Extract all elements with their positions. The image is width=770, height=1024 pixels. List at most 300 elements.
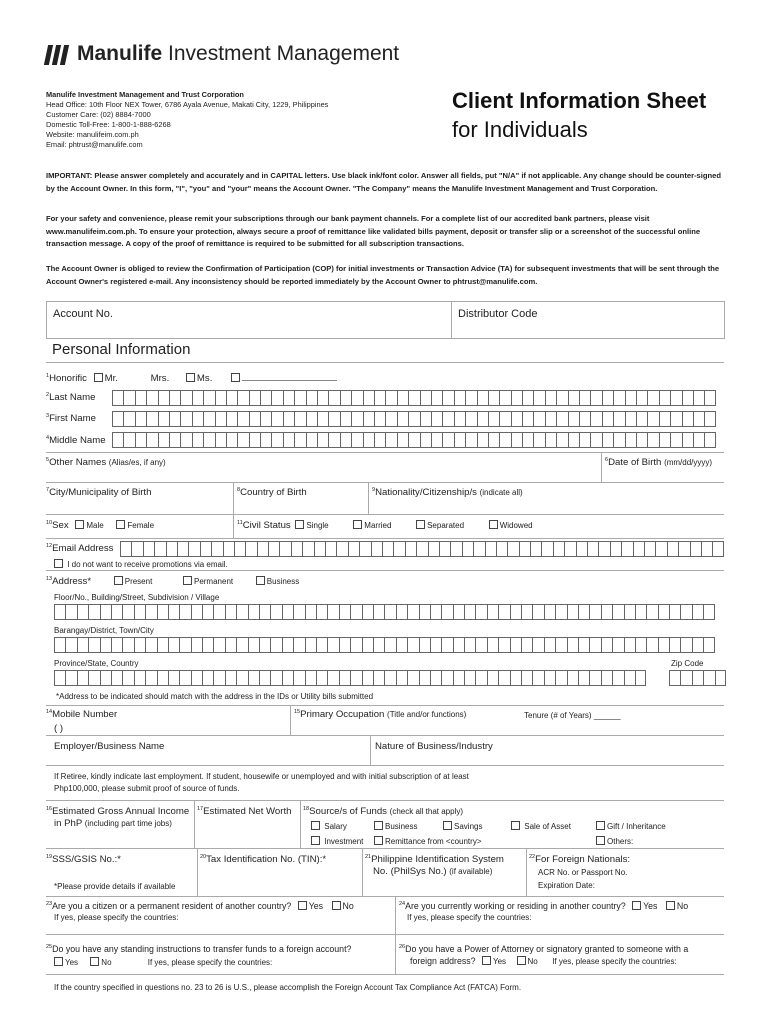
char-cell[interactable] — [382, 541, 393, 557]
char-cell[interactable] — [359, 541, 370, 557]
char-cell[interactable] — [396, 604, 407, 620]
char-cell[interactable] — [624, 670, 635, 686]
char-cell[interactable] — [123, 432, 134, 448]
char-cell[interactable] — [260, 432, 271, 448]
char-cell[interactable] — [234, 541, 245, 557]
char-cell[interactable] — [213, 604, 224, 620]
char-cell[interactable] — [88, 604, 99, 620]
char-cell[interactable] — [157, 604, 168, 620]
distributor-code-field[interactable]: Distributor Code — [458, 308, 538, 320]
char-cell[interactable] — [522, 411, 533, 427]
char-cell[interactable] — [658, 604, 669, 620]
char-cell[interactable] — [692, 637, 703, 653]
country-birth-field[interactable]: Country of Birth — [240, 487, 307, 499]
char-cell[interactable] — [213, 637, 224, 653]
char-cell[interactable] — [396, 637, 407, 653]
char-cell[interactable] — [590, 411, 601, 427]
char-cell[interactable] — [589, 670, 600, 686]
char-cell[interactable] — [192, 432, 203, 448]
char-cell[interactable] — [439, 541, 450, 557]
char-cell[interactable] — [428, 541, 439, 557]
char-cell[interactable] — [545, 411, 556, 427]
char-cell[interactable] — [112, 390, 123, 406]
married-checkbox[interactable] — [353, 520, 362, 529]
char-cell[interactable] — [556, 411, 567, 427]
char-cell[interactable] — [371, 541, 382, 557]
char-cell[interactable] — [545, 432, 556, 448]
investment-checkbox[interactable] — [311, 836, 320, 845]
char-cell[interactable] — [693, 432, 704, 448]
char-cell[interactable] — [601, 637, 612, 653]
char-cell[interactable] — [464, 670, 475, 686]
char-cell[interactable] — [498, 670, 509, 686]
char-cell[interactable] — [555, 637, 566, 653]
employer-field[interactable]: Employer/Business Name — [54, 741, 165, 752]
char-cell[interactable] — [521, 670, 532, 686]
char-cell[interactable] — [590, 432, 601, 448]
char-cell[interactable] — [362, 637, 373, 653]
acr-field[interactable]: ACR No. or Passport No. — [538, 868, 628, 877]
char-cell[interactable] — [270, 637, 281, 653]
q24-countries[interactable]: If yes, please specify the countries: — [407, 913, 532, 922]
char-cell[interactable] — [441, 670, 452, 686]
char-cell[interactable] — [180, 411, 191, 427]
char-cell[interactable] — [602, 411, 613, 427]
char-cell[interactable] — [488, 390, 499, 406]
char-cell[interactable] — [225, 604, 236, 620]
nature-business-field[interactable]: Nature of Business/Industry — [375, 741, 493, 752]
q23-yes-checkbox[interactable] — [298, 901, 307, 910]
char-cell[interactable] — [475, 604, 486, 620]
single-checkbox[interactable] — [295, 520, 304, 529]
char-cell[interactable] — [635, 670, 646, 686]
char-cell[interactable] — [393, 541, 404, 557]
char-cell[interactable] — [678, 541, 689, 557]
char-cell[interactable] — [100, 670, 111, 686]
char-cell[interactable] — [259, 670, 270, 686]
char-cell[interactable] — [602, 390, 613, 406]
business-funds-checkbox[interactable] — [374, 821, 383, 830]
q23-countries[interactable]: If yes, please specify the countries: — [54, 913, 179, 922]
char-cell[interactable] — [143, 541, 154, 557]
char-cell[interactable] — [473, 541, 484, 557]
char-cell[interactable] — [237, 411, 248, 427]
char-cell[interactable] — [646, 604, 657, 620]
char-cell[interactable] — [306, 432, 317, 448]
char-cell[interactable] — [519, 541, 530, 557]
char-cell[interactable] — [317, 390, 328, 406]
char-cell[interactable] — [465, 411, 476, 427]
widowed-checkbox[interactable] — [489, 520, 498, 529]
char-cell[interactable] — [613, 390, 624, 406]
char-cell[interactable] — [305, 637, 316, 653]
char-cell[interactable] — [704, 432, 715, 448]
char-cell[interactable] — [169, 411, 180, 427]
char-cell[interactable] — [589, 604, 600, 620]
char-cell[interactable] — [533, 390, 544, 406]
char-cell[interactable] — [237, 390, 248, 406]
tin-field[interactable]: Tax Identification No. (TIN):* — [206, 854, 327, 866]
char-cell[interactable] — [236, 637, 247, 653]
char-cell[interactable] — [475, 670, 486, 686]
char-cell[interactable] — [612, 670, 623, 686]
char-cell[interactable] — [200, 541, 211, 557]
char-cell[interactable] — [397, 390, 408, 406]
char-cell[interactable] — [340, 432, 351, 448]
char-cell[interactable] — [636, 411, 647, 427]
last-name-cells[interactable] — [112, 390, 716, 406]
char-cell[interactable] — [259, 637, 270, 653]
char-cell[interactable] — [134, 604, 145, 620]
char-cell[interactable] — [145, 670, 156, 686]
char-cell[interactable] — [177, 541, 188, 557]
no-promo-checkbox[interactable] — [54, 559, 63, 568]
char-cell[interactable] — [192, 390, 203, 406]
char-cell[interactable] — [236, 604, 247, 620]
char-cell[interactable] — [613, 432, 624, 448]
char-cell[interactable] — [408, 432, 419, 448]
char-cell[interactable] — [701, 541, 712, 557]
email-cells[interactable] — [120, 541, 724, 557]
char-cell[interactable] — [590, 390, 601, 406]
char-cell[interactable] — [669, 670, 680, 686]
char-cell[interactable] — [576, 541, 587, 557]
char-cell[interactable] — [659, 390, 670, 406]
char-cell[interactable] — [453, 670, 464, 686]
char-cell[interactable] — [659, 432, 670, 448]
char-cell[interactable] — [54, 670, 65, 686]
first-name-cells[interactable] — [112, 411, 716, 427]
char-cell[interactable] — [340, 411, 351, 427]
char-cell[interactable] — [636, 390, 647, 406]
char-cell[interactable] — [450, 541, 461, 557]
char-cell[interactable] — [555, 604, 566, 620]
char-cell[interactable] — [282, 604, 293, 620]
char-cell[interactable] — [112, 432, 123, 448]
char-cell[interactable] — [236, 670, 247, 686]
business-address-checkbox[interactable] — [256, 576, 265, 585]
char-cell[interactable] — [669, 637, 680, 653]
char-cell[interactable] — [544, 604, 555, 620]
q26-yes-checkbox[interactable] — [482, 956, 491, 965]
char-cell[interactable] — [123, 390, 134, 406]
char-cell[interactable] — [408, 411, 419, 427]
others-checkbox[interactable] — [596, 836, 605, 845]
char-cell[interactable] — [420, 432, 431, 448]
char-cell[interactable] — [317, 411, 328, 427]
char-cell[interactable] — [465, 390, 476, 406]
char-cell[interactable] — [179, 637, 190, 653]
char-cell[interactable] — [336, 541, 347, 557]
char-cell[interactable] — [363, 411, 374, 427]
char-cell[interactable] — [598, 541, 609, 557]
char-cell[interactable] — [339, 670, 350, 686]
char-cell[interactable] — [496, 541, 507, 557]
char-cell[interactable] — [541, 541, 552, 557]
char-cell[interactable] — [655, 541, 666, 557]
char-cell[interactable] — [507, 541, 518, 557]
char-cell[interactable] — [100, 637, 111, 653]
char-cell[interactable] — [270, 670, 281, 686]
zip-cells[interactable] — [669, 670, 726, 686]
char-cell[interactable] — [555, 670, 566, 686]
char-cell[interactable] — [271, 432, 282, 448]
char-cell[interactable] — [564, 541, 575, 557]
char-cell[interactable] — [134, 637, 145, 653]
char-cell[interactable] — [510, 670, 521, 686]
char-cell[interactable] — [327, 670, 338, 686]
char-cell[interactable] — [658, 637, 669, 653]
char-cell[interactable] — [294, 432, 305, 448]
char-cell[interactable] — [704, 390, 715, 406]
char-cell[interactable] — [633, 541, 644, 557]
char-cell[interactable] — [441, 604, 452, 620]
char-cell[interactable] — [168, 670, 179, 686]
char-cell[interactable] — [556, 432, 567, 448]
char-cell[interactable] — [407, 637, 418, 653]
char-cell[interactable] — [77, 604, 88, 620]
char-cell[interactable] — [464, 604, 475, 620]
char-cell[interactable] — [568, 432, 579, 448]
char-cell[interactable] — [158, 390, 169, 406]
char-cell[interactable] — [226, 411, 237, 427]
char-cell[interactable] — [464, 637, 475, 653]
char-cell[interactable] — [431, 390, 442, 406]
address-line1-cells[interactable] — [54, 604, 715, 620]
char-cell[interactable] — [328, 390, 339, 406]
char-cell[interactable] — [703, 637, 714, 653]
char-cell[interactable] — [157, 637, 168, 653]
char-cell[interactable] — [511, 411, 522, 427]
gift-checkbox[interactable] — [596, 821, 605, 830]
char-cell[interactable] — [453, 604, 464, 620]
account-no-field[interactable]: Account No. — [53, 308, 113, 320]
char-cell[interactable] — [487, 670, 498, 686]
q25-yes-checkbox[interactable] — [54, 957, 63, 966]
char-cell[interactable] — [291, 541, 302, 557]
char-cell[interactable] — [111, 604, 122, 620]
char-cell[interactable] — [374, 411, 385, 427]
char-cell[interactable] — [397, 411, 408, 427]
char-cell[interactable] — [65, 670, 76, 686]
char-cell[interactable] — [680, 637, 691, 653]
char-cell[interactable] — [511, 432, 522, 448]
char-cell[interactable] — [145, 604, 156, 620]
char-cell[interactable] — [419, 637, 430, 653]
char-cell[interactable] — [522, 432, 533, 448]
char-cell[interactable] — [441, 637, 452, 653]
char-cell[interactable] — [192, 411, 203, 427]
char-cell[interactable] — [158, 432, 169, 448]
char-cell[interactable] — [271, 411, 282, 427]
char-cell[interactable] — [625, 411, 636, 427]
ms-checkbox[interactable] — [186, 373, 195, 382]
char-cell[interactable] — [215, 432, 226, 448]
char-cell[interactable] — [340, 390, 351, 406]
other-honorific-checkbox[interactable] — [231, 373, 240, 382]
char-cell[interactable] — [191, 604, 202, 620]
char-cell[interactable] — [465, 432, 476, 448]
char-cell[interactable] — [316, 670, 327, 686]
char-cell[interactable] — [88, 670, 99, 686]
char-cell[interactable] — [327, 637, 338, 653]
char-cell[interactable] — [350, 637, 361, 653]
char-cell[interactable] — [530, 541, 541, 557]
char-cell[interactable] — [453, 637, 464, 653]
expiration-field[interactable]: Expiration Date: — [538, 881, 595, 890]
char-cell[interactable] — [521, 637, 532, 653]
char-cell[interactable] — [454, 411, 465, 427]
char-cell[interactable] — [419, 670, 430, 686]
char-cell[interactable] — [610, 541, 621, 557]
char-cell[interactable] — [259, 604, 270, 620]
char-cell[interactable] — [635, 604, 646, 620]
char-cell[interactable] — [682, 432, 693, 448]
char-cell[interactable] — [245, 541, 256, 557]
char-cell[interactable] — [601, 670, 612, 686]
char-cell[interactable] — [613, 411, 624, 427]
present-checkbox[interactable] — [114, 576, 123, 585]
char-cell[interactable] — [715, 670, 726, 686]
char-cell[interactable] — [601, 604, 612, 620]
char-cell[interactable] — [499, 411, 510, 427]
char-cell[interactable] — [54, 637, 65, 653]
char-cell[interactable] — [407, 604, 418, 620]
char-cell[interactable] — [351, 432, 362, 448]
char-cell[interactable] — [202, 670, 213, 686]
male-checkbox[interactable] — [75, 520, 84, 529]
char-cell[interactable] — [374, 390, 385, 406]
philsys-field[interactable]: Philippine Identification System — [371, 854, 504, 866]
char-cell[interactable] — [579, 411, 590, 427]
occupation-field[interactable]: Primary Occupation — [300, 709, 385, 721]
char-cell[interactable] — [712, 541, 723, 557]
char-cell[interactable] — [442, 411, 453, 427]
char-cell[interactable] — [202, 604, 213, 620]
char-cell[interactable] — [248, 637, 259, 653]
char-cell[interactable] — [226, 390, 237, 406]
char-cell[interactable] — [579, 390, 590, 406]
char-cell[interactable] — [293, 670, 304, 686]
char-cell[interactable] — [257, 541, 268, 557]
char-cell[interactable] — [248, 670, 259, 686]
city-birth-field[interactable]: City/Municipality of Birth — [49, 487, 152, 499]
char-cell[interactable] — [430, 637, 441, 653]
q25-no-checkbox[interactable] — [90, 957, 99, 966]
char-cell[interactable] — [407, 670, 418, 686]
char-cell[interactable] — [511, 390, 522, 406]
char-cell[interactable] — [589, 637, 600, 653]
char-cell[interactable] — [682, 411, 693, 427]
char-cell[interactable] — [385, 411, 396, 427]
net-worth-field[interactable]: Estimated Net Worth — [203, 806, 292, 818]
char-cell[interactable] — [703, 604, 714, 620]
char-cell[interactable] — [384, 670, 395, 686]
char-cell[interactable] — [350, 670, 361, 686]
mobile-area-code[interactable]: ( ) — [54, 723, 64, 734]
char-cell[interactable] — [203, 390, 214, 406]
gross-income-field[interactable]: Estimated Gross Annual Income — [52, 806, 190, 818]
tenure-field[interactable]: Tenure (# of Years) ______ — [524, 711, 621, 720]
char-cell[interactable] — [647, 411, 658, 427]
char-cell[interactable] — [625, 432, 636, 448]
char-cell[interactable] — [693, 390, 704, 406]
char-cell[interactable] — [328, 432, 339, 448]
char-cell[interactable] — [202, 637, 213, 653]
char-cell[interactable] — [294, 390, 305, 406]
char-cell[interactable] — [225, 670, 236, 686]
char-cell[interactable] — [416, 541, 427, 557]
remittance-checkbox[interactable] — [374, 836, 383, 845]
char-cell[interactable] — [625, 390, 636, 406]
char-cell[interactable] — [135, 411, 146, 427]
char-cell[interactable] — [635, 637, 646, 653]
sale-asset-checkbox[interactable] — [511, 821, 520, 830]
char-cell[interactable] — [420, 411, 431, 427]
char-cell[interactable] — [146, 411, 157, 427]
char-cell[interactable] — [213, 670, 224, 686]
char-cell[interactable] — [215, 390, 226, 406]
nationality-field[interactable]: Nationality/Citizenship/s — [375, 487, 477, 499]
char-cell[interactable] — [477, 390, 488, 406]
q25-countries[interactable]: If yes, please specify the countries: — [147, 958, 273, 967]
char-cell[interactable] — [522, 390, 533, 406]
char-cell[interactable] — [680, 670, 691, 686]
char-cell[interactable] — [65, 637, 76, 653]
char-cell[interactable] — [568, 411, 579, 427]
sss-field[interactable]: SSS/GSIS No.:* — [52, 854, 121, 866]
char-cell[interactable] — [223, 541, 234, 557]
char-cell[interactable] — [431, 411, 442, 427]
char-cell[interactable] — [146, 432, 157, 448]
char-cell[interactable] — [521, 604, 532, 620]
char-cell[interactable] — [567, 670, 578, 686]
char-cell[interactable] — [612, 637, 623, 653]
char-cell[interactable] — [373, 604, 384, 620]
char-cell[interactable] — [442, 390, 453, 406]
char-cell[interactable] — [477, 411, 488, 427]
char-cell[interactable] — [544, 637, 555, 653]
char-cell[interactable] — [431, 432, 442, 448]
char-cell[interactable] — [112, 411, 123, 427]
char-cell[interactable] — [553, 541, 564, 557]
char-cell[interactable] — [145, 637, 156, 653]
char-cell[interactable] — [131, 541, 142, 557]
char-cell[interactable] — [325, 541, 336, 557]
char-cell[interactable] — [122, 604, 133, 620]
char-cell[interactable] — [462, 541, 473, 557]
char-cell[interactable] — [373, 670, 384, 686]
char-cell[interactable] — [485, 541, 496, 557]
char-cell[interactable] — [578, 670, 589, 686]
char-cell[interactable] — [135, 390, 146, 406]
char-cell[interactable] — [644, 541, 655, 557]
q23-no-checkbox[interactable] — [332, 901, 341, 910]
char-cell[interactable] — [283, 432, 294, 448]
char-cell[interactable] — [268, 541, 279, 557]
char-cell[interactable] — [510, 604, 521, 620]
char-cell[interactable] — [203, 411, 214, 427]
char-cell[interactable] — [168, 637, 179, 653]
char-cell[interactable] — [348, 541, 359, 557]
char-cell[interactable] — [158, 411, 169, 427]
q26-countries[interactable]: If yes, please specify the countries: — [552, 957, 677, 966]
char-cell[interactable] — [271, 390, 282, 406]
char-cell[interactable] — [316, 604, 327, 620]
char-cell[interactable] — [384, 637, 395, 653]
address-line2-cells[interactable] — [54, 637, 715, 653]
char-cell[interactable] — [499, 390, 510, 406]
